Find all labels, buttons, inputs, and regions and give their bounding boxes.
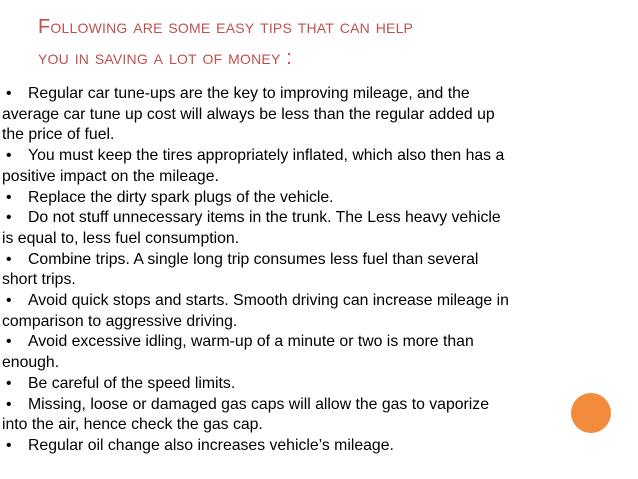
bullet-symbol: • [6,395,12,413]
bullet-symbol: • [6,250,12,268]
tip-text: average car tune up cost will always be less than the regular added up [2,105,495,123]
bullet-symbol: • [6,147,12,165]
tip-item-8 [2,374,602,395]
tip-item-6 [2,291,602,332]
title-line-1: Following are some easy tips that can help [38,16,414,38]
decorative-circle [571,393,611,433]
tip-item-4 [2,208,602,249]
tip-text: is equal to, less fuel consumption. [2,229,240,247]
bullet-symbol: • [6,209,12,227]
tip-text: Do not stuff unnecessary items in the trunk. The Less heavy vehicle [28,209,501,227]
tip-text: Be careful of the speed limits. [28,374,236,392]
title-line-2: you in saving a lot of money : [38,47,292,69]
tip-item-3 [2,188,602,209]
tip-item-7 [2,332,602,373]
tip-text: comparison to aggressive driving. [2,312,238,330]
slide-title [38,12,598,74]
bullet-symbol: • [6,292,12,310]
tip-text: positive impact on the mileage. [2,167,219,185]
tip-item-9 [2,395,602,436]
bullet-symbol: • [6,188,12,206]
bullet-symbol: • [6,374,12,392]
tip-text: Replace the dirty spark plugs of the vehicle. [28,188,334,206]
tips-list [2,84,602,457]
tip-text: Combine trips. A single long trip consumes less fuel than several [28,250,479,268]
tip-item-5 [2,250,602,291]
bullet-symbol: • [6,85,12,102]
bullet-symbol: • [6,333,12,351]
tip-text: You must keep the tires appropriately inflated, which also then has a [28,147,505,165]
tip-text: short trips. [2,271,76,289]
tip-text: the price of fuel. [2,126,115,144]
tip-text: Regular car tune-ups are the key to improving mileage, and the [28,85,470,102]
tip-text: Missing, loose or damaged gas caps will allow the gas to vaporize [28,395,489,413]
tip-text: Avoid quick stops and starts. Smooth driving can increase mileage in [28,292,509,310]
bullet-symbol: • [6,436,12,454]
tip-text: Regular oil change also increases vehicle’s mileage. [28,436,394,454]
tip-item-1 [2,84,602,146]
tip-item-10 [2,436,602,457]
tip-text: enough. [2,354,60,372]
tip-text: Avoid excessive idling, warm-up of a minute or two is more than [28,333,474,351]
tip-text: into the air, hence check the gas cap. [2,416,263,434]
tip-item-2 [2,146,602,187]
